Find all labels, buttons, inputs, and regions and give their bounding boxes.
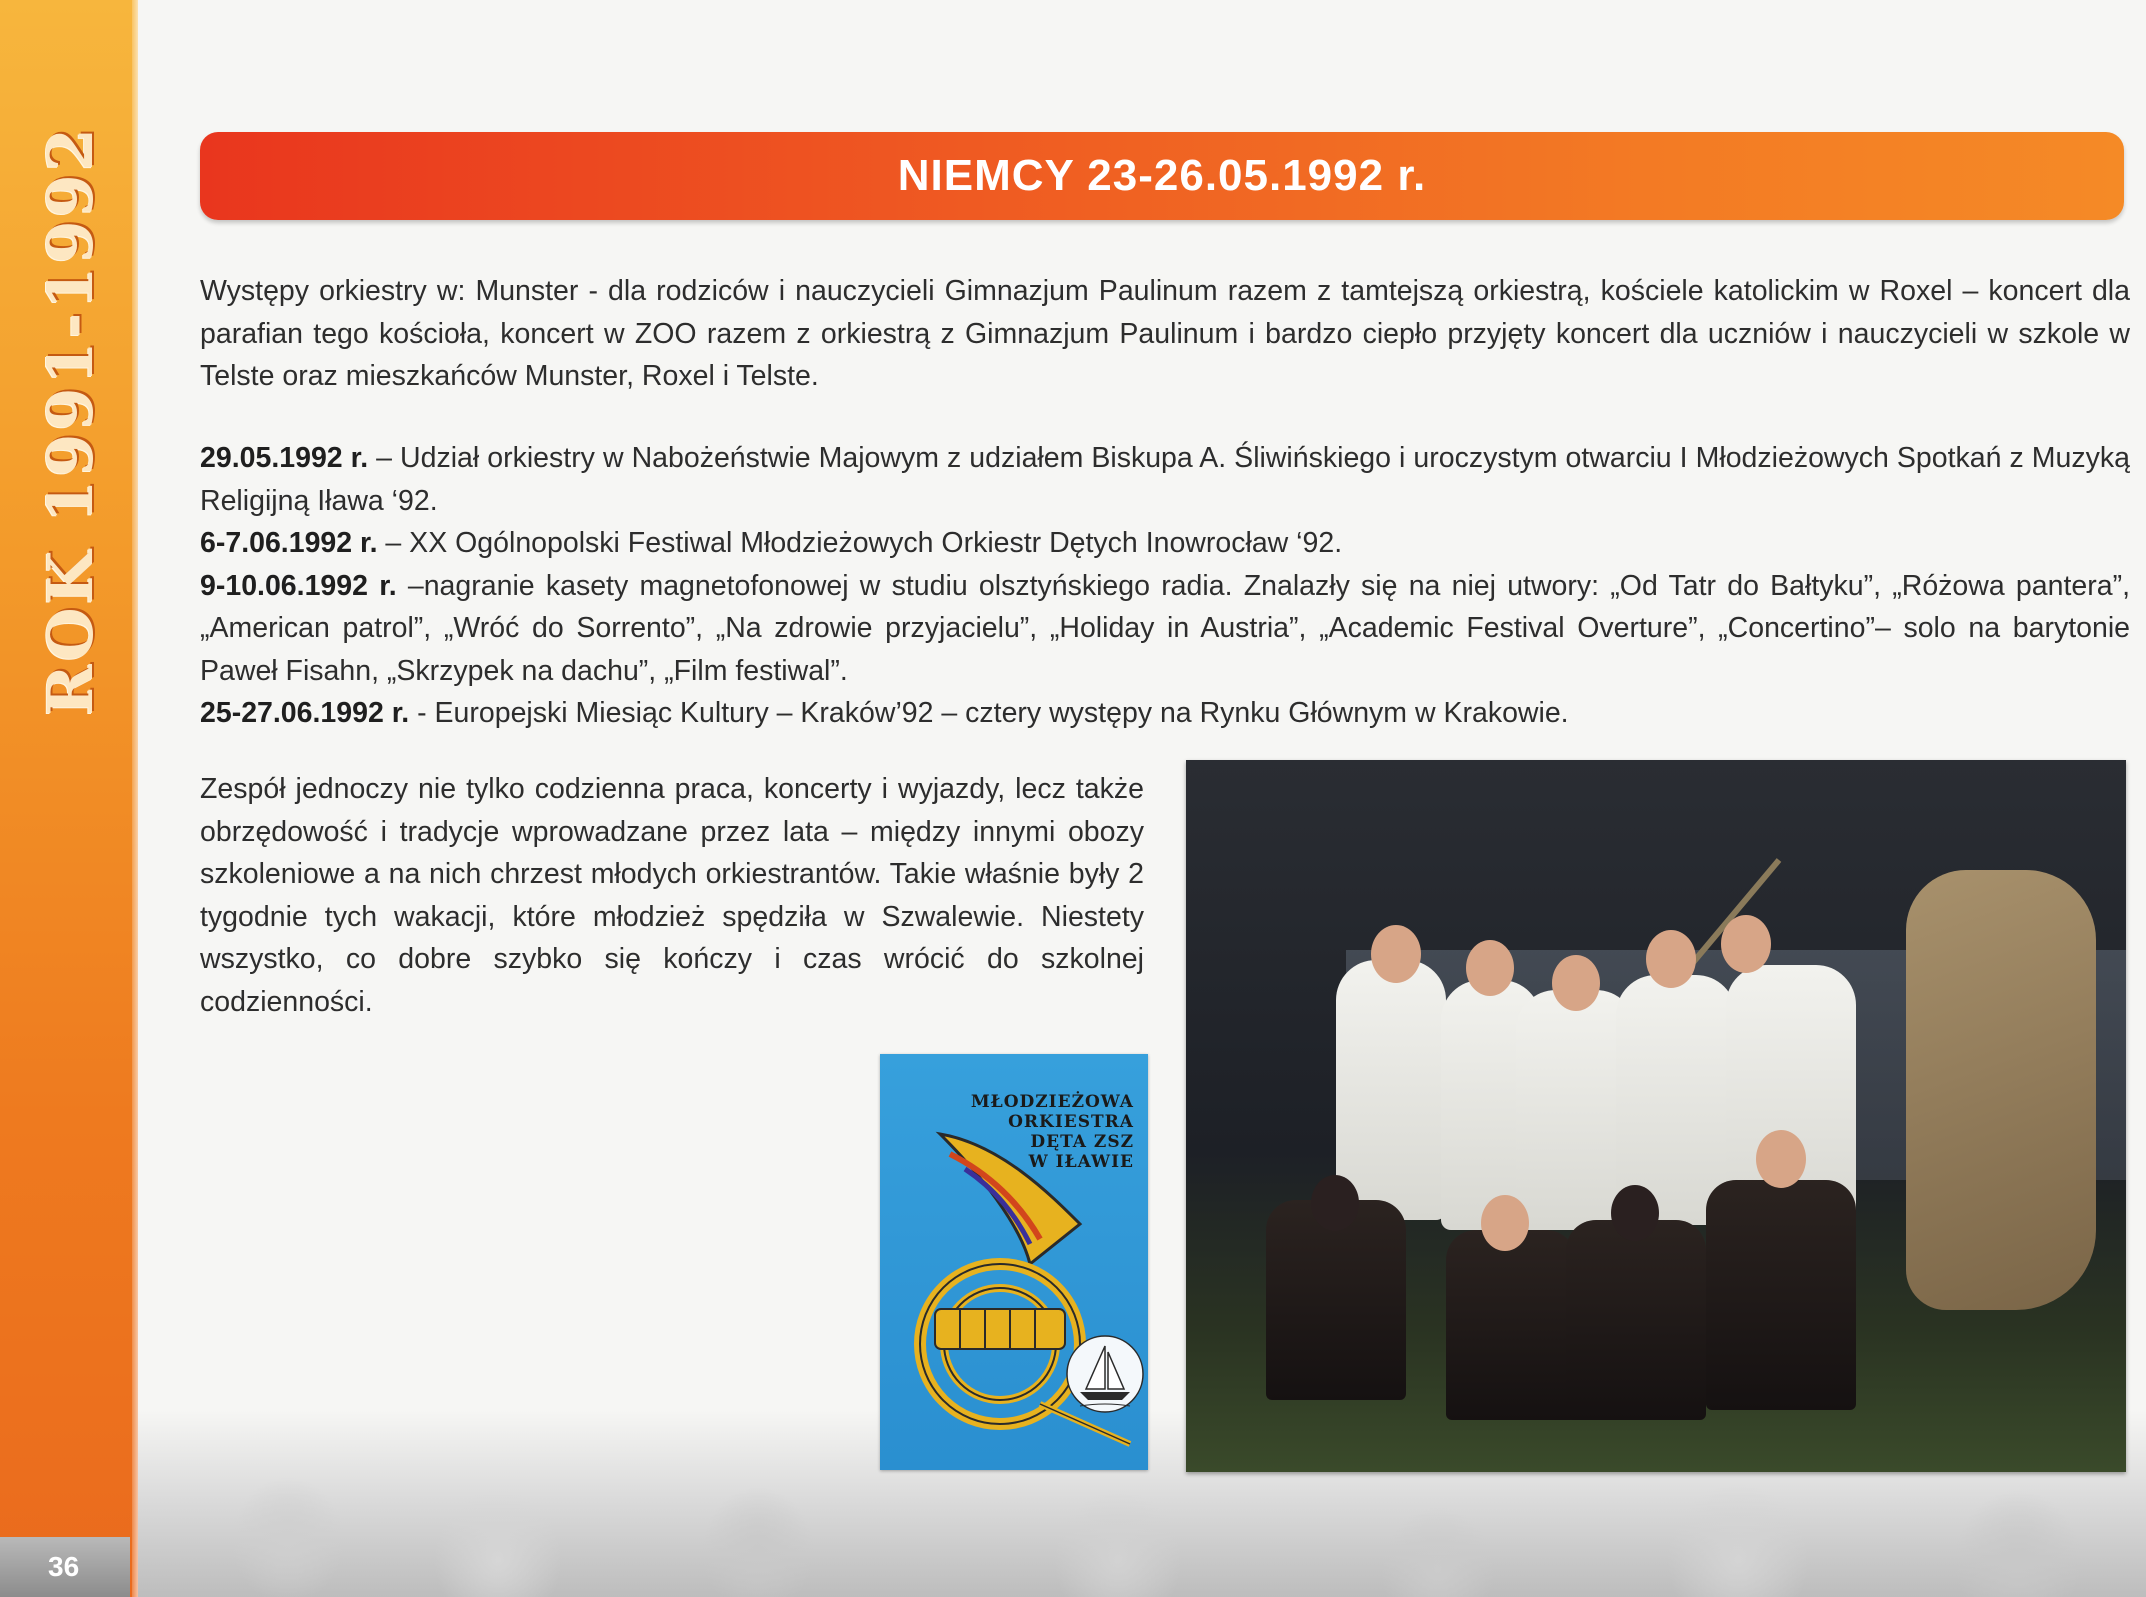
cover-title-line: DĘTA ZSZ — [1030, 1132, 1134, 1152]
events-list — [200, 437, 2130, 735]
event-item — [200, 692, 2130, 735]
photo-person — [1566, 1220, 1706, 1420]
photo-person — [1706, 1180, 1856, 1410]
photo-person — [1336, 960, 1446, 1220]
closing-text: Zespół jednoczy nie tylko codzienna praca, koncerty i wyjazdy, lecz także obrzędowość i tradycje wprowadzane przez lata – między innymi obozy szkoleniowe a na nich chrzest młodych orkiestrantów. Takie właśnie były 2 tygodnie tych wakacji, które młodzież spędziła w Szwalewie. Niestety wszystko, co dobre szybko się kończy i czas wrócić do szkolnej codzienności. — [200, 773, 1144, 1018]
photo-person-head — [1481, 1195, 1529, 1251]
page-number-text: 36 — [48, 1551, 80, 1582]
intro-paragraph — [200, 270, 2130, 398]
cassette-cover — [880, 1054, 1148, 1470]
year-label-text: ROK 1991-1992 — [33, 124, 107, 716]
section-title: NIEMCY 23-26.05.1992 r. — [897, 151, 1427, 200]
event-item — [200, 437, 2130, 522]
event-date: 9-10.06.1992 r. — [200, 569, 397, 602]
cover-title-line: MŁODZIEŻOWA — [970, 1092, 1134, 1112]
year-label — [10, 124, 130, 716]
sidebar-edge — [132, 0, 138, 1597]
intro-text: Występy orkiestry w: Munster - dla rodziców i nauczycieli Gimnazjum Paulinum razem z tamtejszą orkiestrą, kościele katolickim w Roxel – koncert dla parafian tego kościoła, koncert w ZOO razem z orkiestrą z Gimnazjum Paulinum i bardzo ciepło przyjęty koncert dla uczniów i nauczycieli w szkole w Telste oraz mieszkańców Munster, Roxel i Telste. — [200, 275, 2130, 392]
page-number — [0, 1537, 130, 1597]
photo-person-head — [1611, 1185, 1659, 1241]
cover-title — [934, 1092, 1134, 1172]
photo-person-head — [1756, 1130, 1806, 1188]
event-text: – Udział orkiestry w Nabożeństwie Majowym z udziałem Biskupa A. Śliwińskiego i uroczystym otwarciu I Młodzieżowych Spotkań z Muzyką Religijną Iława ‘92. — [200, 442, 2130, 517]
photo-sack — [1906, 870, 2096, 1310]
photo-person-head — [1646, 930, 1696, 988]
event-text: –nagranie kasety magnetofonowej w studiu olsztyńskiego radia. Znalazły się na niej utwory: „Od Tatr do Bałtyku”, „Różowa pantera”, „American patrol”, „Wróć do Sorrento”, „Na zdrowie przyjacielu”, „Holiday in Austria”, „Academic Festival Overture”, „Concertino”– solo na barytonie Paweł Fisahn, „Skrzypek na dachu”, „Film festiwal”. — [200, 569, 2130, 687]
photo-person-head — [1552, 955, 1600, 1011]
photo-person-head — [1721, 915, 1771, 973]
event-item — [200, 565, 2130, 693]
event-date: 29.05.1992 r. — [200, 442, 369, 474]
photo-person — [1446, 1230, 1576, 1420]
closing-paragraph — [200, 768, 1144, 1023]
event-text: – XX Ogólnopolski Festiwal Młodzieżowych Orkiestr Dętych Inowrocław ‘92. — [377, 527, 1343, 559]
sidebar-stripe — [0, 0, 138, 1597]
photo-person-head — [1466, 940, 1514, 996]
event-date: 25-27.06.1992 r. — [200, 697, 410, 729]
group-photo — [1186, 760, 2126, 1472]
section-banner — [200, 132, 2124, 220]
event-text: - Europejski Miesiąc Kultury – Kraków’92 – cztery występy na Rynku Głównym w Krakowie. — [409, 697, 1569, 729]
event-date: 6-7.06.1992 r. — [200, 527, 378, 559]
photo-person-head — [1371, 925, 1421, 983]
photo-person-head — [1311, 1175, 1359, 1231]
cover-title-line: W IŁAWIE — [1028, 1152, 1134, 1172]
event-item — [200, 522, 2130, 565]
cover-title-line: ORKIESTRA — [1008, 1112, 1134, 1132]
